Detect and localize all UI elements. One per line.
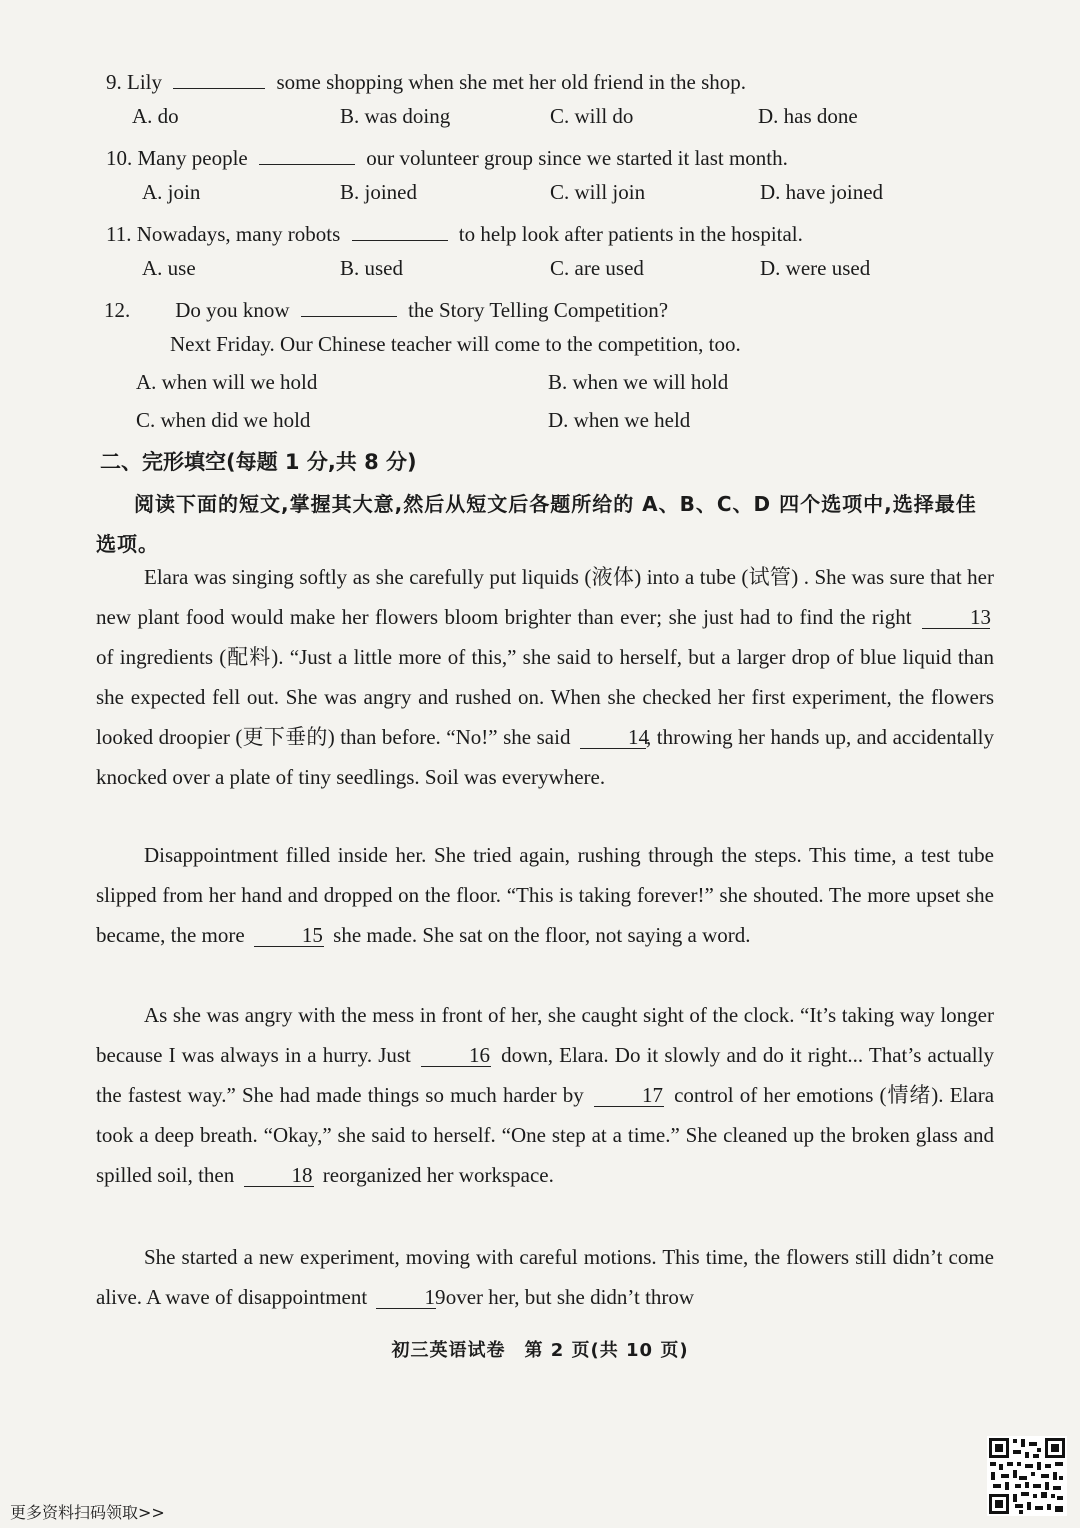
qr-code-icon[interactable] (987, 1436, 1067, 1516)
q12-option-c[interactable]: C. when did we hold (136, 408, 311, 432)
stem-before: Nowadays, many robots (136, 222, 341, 246)
passage-text: , throwing her hands up, and accidentally knocked over a plate of tiny seedlings. Soil was everywhere. (96, 725, 995, 789)
q11-option-c[interactable]: C. are used (550, 256, 644, 280)
passage-text: of ingredients (配料). “Just a little more of this,” she said to herself, but a larger drop of blue liquid than she expected fell out. She was angry and rushed on. When she checked her first experiment, the flowers looked droopier (更下垂的) than before. “No!” she said (96, 645, 994, 749)
section-instruction: 阅读下面的短文,掌握其大意,然后从短文后各题所给的 A、B、C、D 四个选项中,选择最佳选项。 (96, 492, 977, 556)
passage-text: she made. She sat on the floor, not saying a word. (333, 923, 751, 947)
passage-text: over her, but she didn’t throw (445, 1285, 695, 1309)
cloze-blank-18[interactable]: 18 (244, 1164, 314, 1187)
q10-option-d[interactable]: D. have joined (760, 180, 884, 204)
q9-option-a[interactable]: A. do (132, 104, 179, 128)
q9-option-c[interactable]: C. will do (550, 104, 634, 128)
answer-blank[interactable] (301, 296, 397, 317)
question-10 (106, 144, 788, 169)
cloze-blank-13[interactable]: 13 (922, 606, 990, 629)
question-11 (106, 220, 803, 245)
q11-option-a[interactable]: A. use (142, 256, 196, 280)
question-12 (104, 296, 668, 321)
question-number: 11. (106, 222, 132, 246)
question-number: 9. (106, 70, 122, 94)
stem-after: the Story Telling Competition? (408, 298, 669, 322)
passage-paragraph-1 (96, 557, 994, 797)
q11-option-b[interactable]: B. used (340, 256, 403, 280)
cloze-blank-15[interactable]: 15 (254, 924, 324, 947)
passage-text: She started a new experiment, moving with careful motions. This time, the flowers still didn’t come alive. A wave of disappointment (96, 1245, 994, 1309)
q10-option-b[interactable]: B. joined (340, 180, 417, 204)
passage-text: As she was angry with the mess in front of her, she caught sight of the clock. “It’s taking way longer because I was always in a hurry. Just (96, 1003, 994, 1067)
passage-text: Elara was singing softly as she carefully put liquids (液体) into a tube (试管) . She was sure that her new plant food would make her flowers bloom brighter than ever; she just had to find the right (96, 565, 994, 629)
q9-option-b[interactable]: B. was doing (340, 104, 451, 128)
passage-text: control of her emotions (情绪). Elara took a deep breath. “Okay,” she said to herself. “One step at a time.” She cleaned up the broken glass and spilled soil, then (96, 1083, 995, 1187)
q11-option-d[interactable]: D. were used (760, 256, 871, 280)
q12-option-d[interactable]: D. when we held (548, 408, 691, 432)
cloze-blank-14[interactable]: 14 (580, 726, 646, 749)
stem-before: Do you know (175, 298, 290, 322)
stem-after: our volunteer group since we started it last month. (366, 146, 788, 170)
passage-text: down, Elara. Do it slowly and do it right... That’s actually the fastest way.” She had made things so much harder by (96, 1043, 994, 1107)
q9-option-d[interactable]: D. has done (758, 104, 858, 128)
stem-before: Lily (127, 70, 162, 94)
cloze-blank-17[interactable]: 17 (594, 1084, 664, 1107)
section-title: 二、完形填空(每题 1 分,共 8 分) (100, 450, 417, 474)
answer-blank[interactable] (259, 144, 355, 165)
passage-text: Disappointment filled inside her. She tried again, rushing through the steps. This time, a test tube slipped from her hand and dropped on the floor. “This is taking forever!” she shouted. The more upset she became, the more (96, 843, 994, 947)
promo-text[interactable]: 更多资料扫码领取>> (10, 1503, 165, 1522)
q10-option-a[interactable]: A. join (142, 180, 201, 204)
q10-option-c[interactable]: C. will join (550, 180, 646, 204)
q12-option-b[interactable]: B. when we will hold (548, 370, 729, 394)
q12-option-a[interactable]: A. when will we hold (136, 370, 318, 394)
stem-after: to help look after patients in the hospital. (458, 222, 803, 246)
stem-before: Many people (137, 146, 248, 170)
passage-text: reorganized her workspace. (322, 1163, 554, 1187)
page-footer: 初三英语试卷 第 2 页(共 10 页) (391, 1340, 689, 1361)
q12-reply: Next Friday. Our Chinese teacher will come to the competition, too. (170, 332, 741, 356)
question-9 (106, 68, 746, 93)
cloze-blank-19[interactable]: 19 (376, 1286, 436, 1309)
answer-blank[interactable] (173, 68, 265, 89)
question-number: 12. (104, 298, 131, 322)
passage-paragraph-2 (96, 835, 994, 955)
answer-blank[interactable] (352, 220, 448, 241)
stem-after: some shopping when she met her old friend in the shop. (276, 70, 747, 94)
question-number: 10. (106, 146, 133, 170)
passage-paragraph-3 (96, 995, 994, 1195)
passage-paragraph-4 (96, 1237, 994, 1317)
cloze-blank-16[interactable]: 16 (421, 1044, 491, 1067)
